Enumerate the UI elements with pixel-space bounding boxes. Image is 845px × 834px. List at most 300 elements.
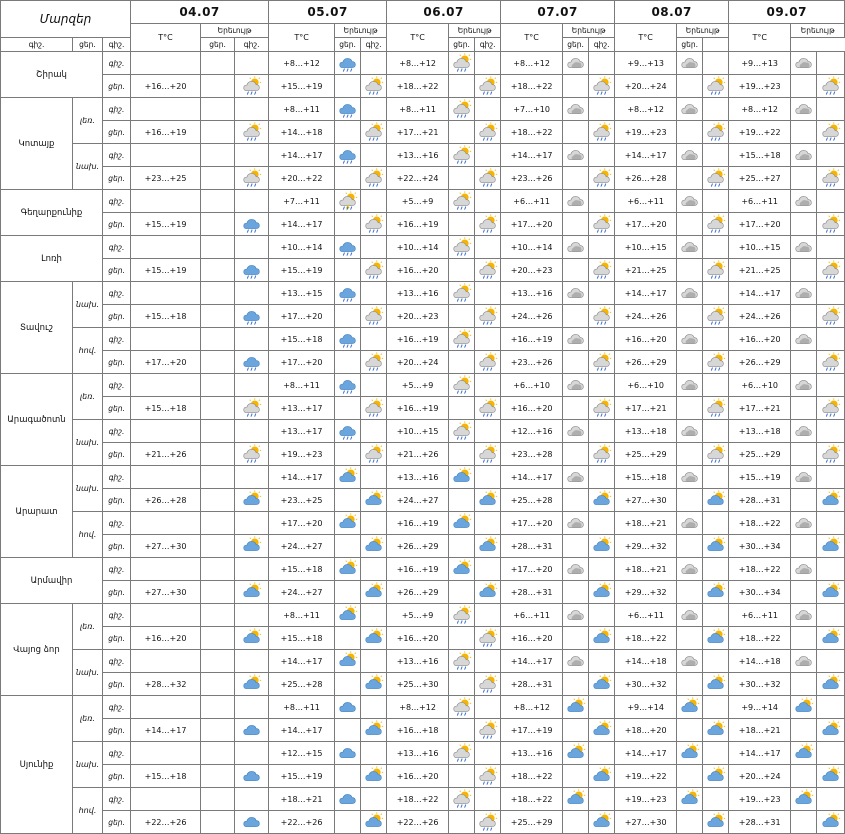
temperature-cell: [131, 374, 201, 397]
night-weather-cell: [201, 558, 235, 581]
temperature-cell: +14…+18: [729, 650, 791, 673]
night-weather-cell: [449, 489, 475, 512]
temperature-cell: +25…+30: [387, 673, 449, 696]
time-of-day: գիշ.: [103, 144, 131, 167]
temperature-cell: +16…+20: [729, 328, 791, 351]
cloud-sun-rain-icon: [591, 220, 613, 229]
temperature-cell: +5…+9: [387, 190, 449, 213]
night-weather-cell: [563, 489, 589, 512]
date-header: 08.07: [615, 1, 729, 24]
cloud-sun-icon: [820, 680, 842, 689]
cloud-icon: [793, 243, 815, 252]
cloud-sun-rain-icon: [451, 197, 473, 206]
cloud-sun-icon: [679, 749, 701, 758]
temperature-cell: +10…+15: [615, 236, 677, 259]
temperature-cell: +14…+17: [615, 742, 677, 765]
night-weather-cell: [335, 75, 361, 98]
night-weather-cell: [791, 696, 817, 719]
temperature-cell: +17…+20: [501, 558, 563, 581]
day-weather-cell: [589, 673, 615, 696]
cloud-rain-icon: [241, 220, 263, 229]
day-weather-cell: [589, 604, 615, 627]
cloud-sun-rain-icon: [477, 726, 499, 735]
day-weather-cell: [817, 719, 845, 742]
day-weather-cell: [235, 443, 269, 466]
day-weather-cell: [475, 397, 501, 420]
cloud-sun-rain-icon: [820, 174, 842, 183]
time-of-day: ցեր.: [103, 397, 131, 420]
cloud-sun-rain-icon: [820, 404, 842, 413]
day-weather-cell: [475, 443, 501, 466]
night-weather-cell: [563, 627, 589, 650]
time-of-day: ցեր.: [103, 581, 131, 604]
weather-col-header: Երեւույթ: [335, 24, 387, 38]
time-of-day: ցեր.: [103, 213, 131, 236]
cloud-sun-rain-icon: [363, 220, 385, 229]
night-weather-cell: [201, 144, 235, 167]
day-weather-cell: [235, 512, 269, 535]
cloud-sun-icon: [705, 634, 727, 643]
night-weather-cell: [791, 282, 817, 305]
temperature-cell: +8…+12: [615, 98, 677, 121]
cloud-sun-rain-icon: [451, 243, 473, 252]
cloud-icon: [793, 59, 815, 68]
day-weather-cell: [361, 121, 387, 144]
day-weather-cell: [703, 581, 729, 604]
temperature-cell: +13…+16: [387, 466, 449, 489]
day-weather-cell: [589, 121, 615, 144]
cloud-sun-icon: [363, 542, 385, 551]
day-weather-cell: [235, 719, 269, 742]
night-weather-cell: [201, 75, 235, 98]
night-weather-cell: [677, 627, 703, 650]
temperature-cell: +16…+19: [387, 512, 449, 535]
day-weather-cell: [361, 259, 387, 282]
day-weather-cell: [475, 489, 501, 512]
day-weather-cell: [817, 167, 845, 190]
day-weather-cell: [361, 650, 387, 673]
temperature-cell: +14…+17: [269, 650, 335, 673]
temperature-cell: +21…+25: [615, 259, 677, 282]
cloud-blue-icon: [337, 703, 359, 712]
table-row: [1, 144, 845, 167]
temperature-cell: +14…+17: [729, 282, 791, 305]
temperature-cell: +10…+14: [269, 236, 335, 259]
cloud-sun-rain-icon: [363, 266, 385, 275]
night-weather-cell: [335, 305, 361, 328]
cloud-sun-icon: [477, 588, 499, 597]
cloud-rain-icon: [337, 243, 359, 252]
day-weather-cell: [235, 282, 269, 305]
day-weather-cell: [361, 489, 387, 512]
day-weather-cell: [589, 742, 615, 765]
day-weather-cell: [361, 144, 387, 167]
temperature-cell: +13…+15: [269, 282, 335, 305]
table-row: [1, 443, 845, 466]
night-weather-cell: [201, 167, 235, 190]
temperature-cell: +22…+24: [387, 167, 449, 190]
temperature-cell: [131, 788, 201, 811]
cloud-rain-icon: [337, 59, 359, 68]
day-weather-cell: [235, 374, 269, 397]
day-weather-cell: [475, 811, 501, 834]
cloud-sun-icon: [363, 634, 385, 643]
temperature-cell: +6…+11: [615, 190, 677, 213]
temperature-cell: +18…+22: [501, 75, 563, 98]
cloud-icon: [793, 381, 815, 390]
day-weather-cell: [817, 328, 845, 351]
night-weather-cell: [677, 719, 703, 742]
day-weather-cell: [361, 443, 387, 466]
weather-col-header: Երեւույթ: [201, 24, 269, 38]
night-weather-cell: [791, 328, 817, 351]
cloud-icon: [679, 335, 701, 344]
night-weather-cell: [335, 535, 361, 558]
date-header: 06.07: [387, 1, 501, 24]
day-weather-cell: [361, 374, 387, 397]
table-row: [1, 121, 845, 144]
cloud-sun-icon: [241, 634, 263, 643]
cloud-sun-rain-icon: [451, 335, 473, 344]
night-weather-cell: [335, 328, 361, 351]
night-weather-cell: [791, 765, 817, 788]
temperature-cell: +8…+11: [269, 98, 335, 121]
night-weather-cell: [563, 466, 589, 489]
night-weather-cell: [449, 397, 475, 420]
temperature-cell: +20…+24: [387, 351, 449, 374]
temperature-cell: [131, 558, 201, 581]
time-of-day: գիշ.: [103, 512, 131, 535]
cloud-sun-icon: [705, 680, 727, 689]
cloud-icon: [793, 565, 815, 574]
region-name: Շիրակ: [1, 52, 103, 98]
cloud-sun-rain-icon: [241, 450, 263, 459]
day-weather-cell: [235, 144, 269, 167]
day-weather-cell: [817, 213, 845, 236]
cloud-sun-icon: [477, 496, 499, 505]
temperature-cell: +24…+27: [269, 535, 335, 558]
temperature-cell: +17…+21: [615, 397, 677, 420]
night-weather-cell: [201, 52, 235, 75]
cloud-sun-icon: [820, 542, 842, 551]
temperature-cell: +15…+19: [269, 765, 335, 788]
night-weather-cell: [791, 581, 817, 604]
day-weather-cell: [361, 673, 387, 696]
day-weather-cell: [235, 75, 269, 98]
temperature-cell: +16…+20: [131, 627, 201, 650]
night-weather-cell: [449, 351, 475, 374]
day-weather-cell: [817, 397, 845, 420]
day-weather-cell: [361, 535, 387, 558]
day-weather-cell: [703, 811, 729, 834]
cloud-sun-rain-icon: [477, 174, 499, 183]
cloud-sun-icon: [591, 818, 613, 827]
day-weather-cell: [817, 75, 845, 98]
region-name: Վայոց ձոր: [1, 604, 73, 696]
day-weather-cell: [475, 650, 501, 673]
temperature-cell: +18…+22: [615, 627, 677, 650]
night-weather-cell: [791, 420, 817, 443]
subzone-label: լեռ.: [73, 374, 103, 420]
day-weather-cell: [235, 190, 269, 213]
cloud-sun-icon: [591, 496, 613, 505]
temperature-cell: +19…+23: [615, 121, 677, 144]
night-weather-cell: [449, 719, 475, 742]
night-weather-cell: [201, 420, 235, 443]
night-weather-cell: [791, 512, 817, 535]
day-weather-cell: [475, 374, 501, 397]
temperature-cell: +28…+31: [729, 811, 791, 834]
cloud-icon: [565, 335, 587, 344]
day-weather-cell: [589, 236, 615, 259]
temperature-cell: +8…+12: [387, 696, 449, 719]
day-weather-cell: [235, 811, 269, 834]
night-weather-cell: [563, 75, 589, 98]
temperature-cell: +12…+15: [269, 742, 335, 765]
night-weather-cell: [449, 98, 475, 121]
temperature-cell: +24…+27: [269, 581, 335, 604]
cloud-blue-icon: [241, 726, 263, 735]
cloud-icon: [793, 151, 815, 160]
day-weather-cell: [475, 305, 501, 328]
time-of-day: գիշ.: [103, 420, 131, 443]
night-weather-cell: [449, 144, 475, 167]
temperature-cell: +23…+26: [501, 167, 563, 190]
night-weather-cell: [677, 351, 703, 374]
cloud-icon: [793, 289, 815, 298]
region-name: Արագածոտն: [1, 374, 73, 466]
night-weather-cell: [335, 351, 361, 374]
day-weather-cell: [589, 558, 615, 581]
night-weather-cell: [677, 765, 703, 788]
day-weather-cell: [235, 558, 269, 581]
day-weather-cell: [361, 627, 387, 650]
cloud-icon: [565, 611, 587, 620]
temperature-cell: +16…+20: [387, 765, 449, 788]
cloud-sun-icon: [591, 634, 613, 643]
night-weather-cell: [677, 696, 703, 719]
temperature-cell: +19…+23: [729, 75, 791, 98]
cloud-sun-icon: [451, 473, 473, 482]
temperature-cell: +16…+19: [387, 397, 449, 420]
temperature-cell: [131, 144, 201, 167]
day-weather-cell: [703, 535, 729, 558]
temperature-cell: +17…+19: [501, 719, 563, 742]
day-weather-cell: [475, 167, 501, 190]
day-weather-cell: [475, 535, 501, 558]
time-of-day: ցեր.: [103, 305, 131, 328]
night-weather-cell: [677, 282, 703, 305]
night-weather-cell: [677, 650, 703, 673]
day-weather-cell: [817, 305, 845, 328]
cloud-rain-icon: [337, 105, 359, 114]
night-weather-cell: [201, 259, 235, 282]
cloud-sun-rain-icon: [477, 818, 499, 827]
temperature-cell: +6…+11: [501, 190, 563, 213]
temperature-cell: +16…+19: [387, 213, 449, 236]
time-of-day: գիշ.: [103, 466, 131, 489]
night-weather-cell: [201, 213, 235, 236]
night-weather-cell: [335, 420, 361, 443]
cloud-sun-icon: [705, 726, 727, 735]
night-weather-cell: [449, 443, 475, 466]
temperature-cell: +30…+34: [729, 535, 791, 558]
cloud-sun-rain-icon: [451, 703, 473, 712]
table-body: [1, 52, 845, 834]
temperature-cell: +23…+26: [501, 351, 563, 374]
temperature-cell: +18…+22: [387, 75, 449, 98]
day-weather-cell: [475, 673, 501, 696]
night-weather-cell: [677, 98, 703, 121]
cloud-sun-rain-icon: [705, 358, 727, 367]
temperature-cell: +30…+32: [729, 673, 791, 696]
day-weather-cell: [475, 52, 501, 75]
day-weather-cell: [817, 650, 845, 673]
night-weather-cell: [335, 190, 361, 213]
night-weather-cell: [449, 305, 475, 328]
temperature-cell: +16…+20: [387, 259, 449, 282]
cloud-sun-icon: [793, 703, 815, 712]
temp-col-header: T°C: [615, 24, 677, 52]
cloud-sun-rain-icon: [451, 749, 473, 758]
cloud-sun-rain-icon: [820, 312, 842, 321]
night-weather-cell: [563, 259, 589, 282]
day-weather-cell: [361, 811, 387, 834]
cloud-sun-rain-icon: [705, 266, 727, 275]
temperature-cell: +13…+16: [387, 144, 449, 167]
temperature-cell: +14…+17: [501, 144, 563, 167]
time-of-day: գիշ.: [103, 236, 131, 259]
temperature-cell: +13…+18: [615, 420, 677, 443]
table-row: [1, 512, 845, 535]
night-weather-cell: [449, 52, 475, 75]
day-weather-cell: [703, 627, 729, 650]
temperature-cell: +12…+16: [501, 420, 563, 443]
temperature-cell: +6…+10: [729, 374, 791, 397]
night-weather-cell: [449, 535, 475, 558]
time-of-day: գիշ.: [103, 282, 131, 305]
time-of-day: գիշ.: [103, 650, 131, 673]
cloud-sun-icon: [337, 565, 359, 574]
cloud-rain-icon: [241, 266, 263, 275]
day-weather-cell: [589, 581, 615, 604]
night-weather-cell: [791, 443, 817, 466]
table-row: [1, 190, 845, 213]
cloud-sun-rain-icon: [820, 450, 842, 459]
night-weather-cell: [335, 558, 361, 581]
day-weather-cell: [361, 512, 387, 535]
night-weather-cell: [677, 788, 703, 811]
night-weather-cell: [201, 742, 235, 765]
day-weather-cell: [817, 558, 845, 581]
day-weather-cell: [703, 673, 729, 696]
night-weather-cell: [563, 397, 589, 420]
night-weather-cell: [677, 190, 703, 213]
temperature-cell: +20…+23: [501, 259, 563, 282]
day-weather-cell: [817, 121, 845, 144]
temperature-cell: +8…+12: [387, 52, 449, 75]
time-of-day: ցեր.: [103, 489, 131, 512]
temperature-cell: +16…+19: [501, 328, 563, 351]
night-weather-cell: [335, 443, 361, 466]
temperature-cell: +24…+26: [729, 305, 791, 328]
night-col-header: գիշ.: [103, 38, 131, 52]
cloud-icon: [679, 611, 701, 620]
temperature-cell: [131, 236, 201, 259]
night-weather-cell: [677, 512, 703, 535]
day-weather-cell: [703, 351, 729, 374]
night-weather-cell: [563, 558, 589, 581]
cloud-sun-rain-icon: [363, 312, 385, 321]
day-weather-cell: [361, 788, 387, 811]
time-of-day: ցեր.: [103, 443, 131, 466]
temperature-cell: +18…+21: [269, 788, 335, 811]
day-col-header: ցեր.: [201, 38, 235, 52]
day-weather-cell: [235, 765, 269, 788]
cloud-sun-rain-icon: [451, 381, 473, 390]
temperature-cell: +15…+19: [131, 259, 201, 282]
temperature-cell: +17…+21: [387, 121, 449, 144]
day-weather-cell: [703, 512, 729, 535]
temperature-cell: +14…+17: [729, 742, 791, 765]
cloud-sun-icon: [591, 680, 613, 689]
night-weather-cell: [791, 558, 817, 581]
region-name: Լոռի: [1, 236, 103, 282]
day-weather-cell: [361, 213, 387, 236]
temperature-cell: +26…+29: [729, 351, 791, 374]
temperature-cell: +14…+17: [501, 466, 563, 489]
table-header: [1, 1, 845, 52]
cloud-blue-icon: [337, 795, 359, 804]
day-weather-cell: [589, 259, 615, 282]
cloud-sun-icon: [477, 542, 499, 551]
day-weather-cell: [475, 719, 501, 742]
night-weather-cell: [201, 788, 235, 811]
night-weather-cell: [677, 374, 703, 397]
cloud-icon: [565, 289, 587, 298]
night-weather-cell: [563, 98, 589, 121]
temperature-cell: +20…+24: [729, 765, 791, 788]
night-weather-cell: [677, 443, 703, 466]
cloud-sun-rain-icon: [477, 220, 499, 229]
cloud-sun-rain-icon: [451, 795, 473, 804]
night-weather-cell: [335, 650, 361, 673]
temperature-cell: +15…+18: [131, 305, 201, 328]
temperature-cell: +24…+27: [387, 489, 449, 512]
day-weather-cell: [817, 190, 845, 213]
subzone-label: նախ.: [73, 282, 103, 328]
table-row: [1, 351, 845, 374]
night-weather-cell: [563, 811, 589, 834]
night-weather-cell: [677, 259, 703, 282]
temperature-cell: +18…+22: [501, 788, 563, 811]
cloud-sun-rain-icon: [241, 82, 263, 91]
temperature-cell: +23…+25: [131, 167, 201, 190]
day-weather-cell: [361, 719, 387, 742]
day-weather-cell: [817, 788, 845, 811]
day-weather-cell: [817, 144, 845, 167]
cloud-sun-rain-icon: [477, 266, 499, 275]
time-of-day: գիշ.: [103, 52, 131, 75]
subzone-label: նախ.: [73, 742, 103, 788]
day-weather-cell: [361, 236, 387, 259]
temperature-cell: +15…+18: [269, 558, 335, 581]
day-weather-cell: [361, 558, 387, 581]
day-col-header: ցեր.: [73, 38, 103, 52]
day-weather-cell: [817, 443, 845, 466]
temperature-cell: +13…+16: [387, 282, 449, 305]
day-weather-cell: [475, 259, 501, 282]
